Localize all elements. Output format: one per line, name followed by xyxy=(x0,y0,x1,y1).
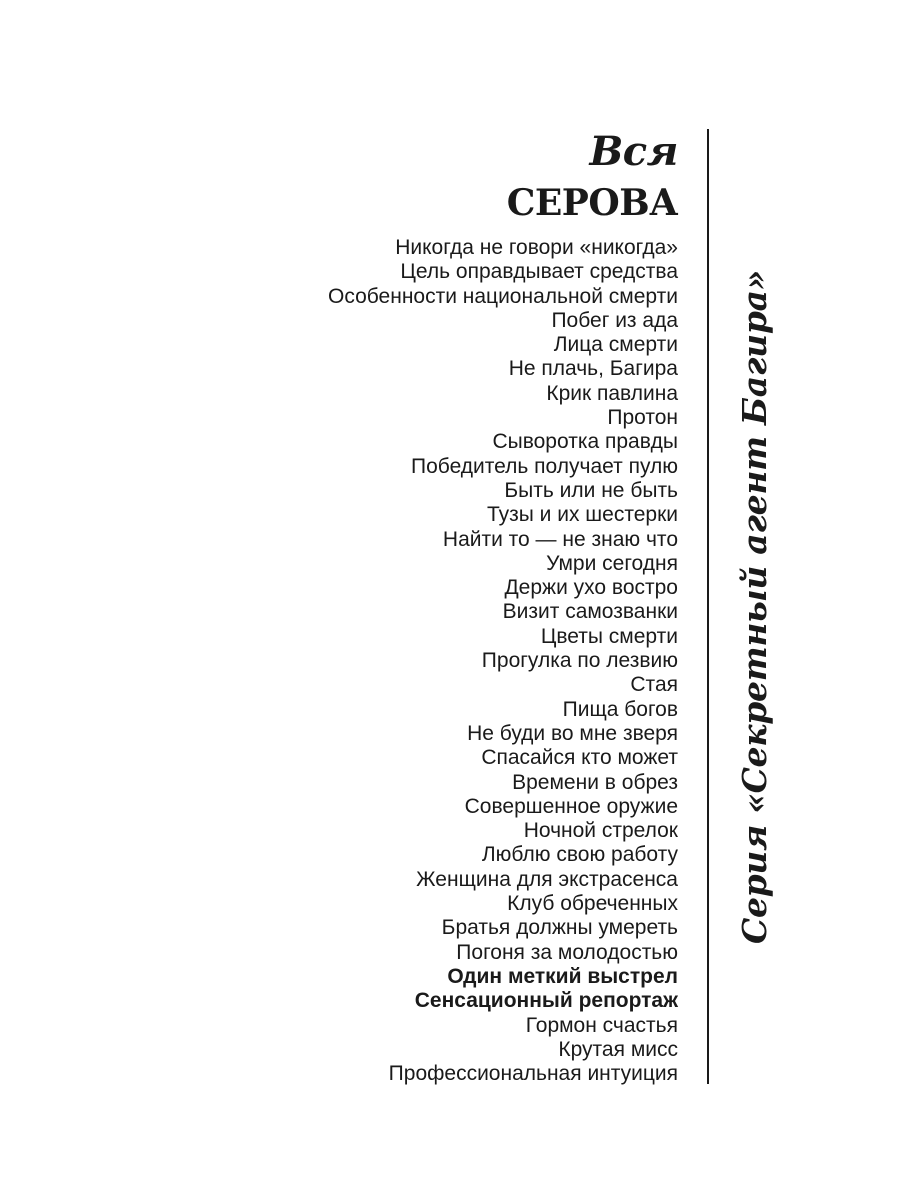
book-title-item: Времени в обрез xyxy=(512,770,678,794)
book-title-item: Лица смерти xyxy=(553,333,678,357)
book-title-item: Стая xyxy=(630,673,678,697)
book-title-item: Сенсационный репортаж xyxy=(414,989,678,1013)
book-title-item: Не буди во мне зверя xyxy=(467,721,678,745)
book-title-item: Ночной стрелок xyxy=(523,819,678,843)
book-title-item: Сыворотка правды xyxy=(492,430,678,454)
book-title-item: Совершенное оружие xyxy=(464,794,678,818)
book-title-item: Спасайся кто может xyxy=(481,746,678,770)
book-title-item: Люблю свою работу xyxy=(481,843,678,867)
book-title-item: Тузы и их шестерки xyxy=(486,503,678,527)
heading-author: СЕРОВА xyxy=(506,182,678,224)
book-title-item: Женщина для экстрасенса xyxy=(416,867,678,891)
book-title-item: Особенности национальной смерти xyxy=(328,284,678,308)
book-title-item: Протон xyxy=(607,406,678,430)
series-title: Серия «Секретный агент Багира» xyxy=(735,269,774,945)
book-title-item: Крутая мисс xyxy=(558,1037,678,1061)
book-title-item: Цветы смерти xyxy=(540,624,678,648)
page-heading xyxy=(507,128,678,226)
book-title-item: Погоня за молодостью xyxy=(456,940,678,964)
book-title-item: Победитель получает пулю xyxy=(411,454,678,478)
book-title-item: Пища богов xyxy=(562,697,678,721)
book-title-item: Клуб обреченных xyxy=(507,892,678,916)
heading-line-1: Вся xyxy=(589,128,678,175)
book-title-item: Один меткий выстрел xyxy=(447,964,678,988)
book-title-item: Найти то — не знаю что xyxy=(442,527,678,551)
book-title-item: Не плачь, Багира xyxy=(508,357,678,381)
book-title-item: Профессиональная интуиция xyxy=(388,1062,678,1086)
book-title-item: Братья должны умереть xyxy=(441,916,678,940)
book-title-item: Визит самозванки xyxy=(502,600,678,624)
book-title-item: Быть или не быть xyxy=(504,478,678,502)
book-title-item: Никогда не говори «никогда» xyxy=(395,236,678,259)
vertical-divider xyxy=(707,129,709,1084)
book-titles-list xyxy=(328,236,678,1086)
book-title-item: Побег из ада xyxy=(551,308,678,332)
book-title-item: Крик павлина xyxy=(546,381,678,405)
book-title-item: Умри сегодня xyxy=(546,551,678,575)
book-title-item: Держи ухо востро xyxy=(504,576,678,600)
book-title-item: Цель оправдывает средства xyxy=(400,260,678,284)
book-title-item: Прогулка по лезвию xyxy=(481,649,678,673)
book-title-item: Гормон счастья xyxy=(525,1013,678,1037)
